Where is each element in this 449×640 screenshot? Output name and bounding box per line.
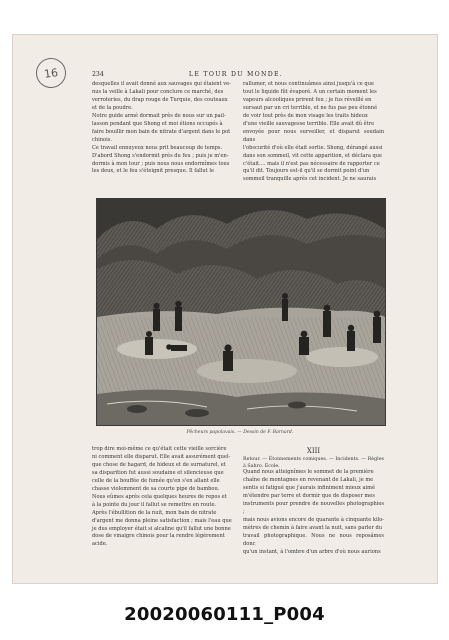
text-line: c'était.... mais il n'est pas nécessaire de rapporter ce xyxy=(243,160,380,167)
text-line: Notre guide armé dormait près de nous sur un pail- xyxy=(92,112,226,119)
chapter-summary: Retour. — Étonnements comiques. — Incidents. — Règles à Sahro. École. xyxy=(243,457,384,469)
text-line: celle de la bouffée de fumée qu'en s'en allant elle xyxy=(92,477,220,484)
text-line: de voir tout près de mon visage les traits hideux xyxy=(243,112,368,119)
text-column-3 xyxy=(92,446,232,549)
text-line: sursaut par un cri terrible, et ne fus pas peu étonné xyxy=(243,104,378,111)
text-line: mètres de chemin à faire avant la nuit, sans parler du xyxy=(243,524,383,531)
text-line: d'une vieille sauvagesse terrible. Elle avait dû être xyxy=(243,120,375,127)
text-line: envoyée pour nous surveiller, et disparut soudain dans xyxy=(243,128,384,143)
text-line: trop dire moi-même ce qu'était cette vieille sorcière xyxy=(92,446,227,452)
text-column-2 xyxy=(243,81,384,184)
text-column-1 xyxy=(92,81,232,176)
text-line: que chose de hagard, de hideux et de surnaturel, et xyxy=(92,461,226,468)
text-line: m'étendre par terre et dormir que de disposer mes xyxy=(243,492,375,499)
text-line: desquelles il avait donné aux sauvages qui étaient ve- xyxy=(92,81,231,87)
text-line: Quand nous atteignîmes le sommet de la première xyxy=(243,469,374,475)
text-line: et de la poudre. xyxy=(92,104,133,111)
illustration-caption: Pêcheurs papolavais. — Dessin de F. Barnard. xyxy=(186,430,294,435)
text-line: instruments pour prendre de nouvelles photographies ; xyxy=(243,500,384,515)
engraving-picture xyxy=(97,199,385,425)
running-title: LE TOUR DU MONDE. xyxy=(188,71,284,78)
text-line: rallumer, et nous continuâmes ainsi jusqu'à ce que xyxy=(243,81,374,87)
text-line: sentis si fatigué que j'aurais infiniment mieux aimé xyxy=(243,484,376,491)
text-line: ni comment elle disparut. Elle avait assurément quel- xyxy=(92,453,231,460)
text-line: faire bouillir mon bain de nitrate d'argent dans le pot xyxy=(92,128,231,135)
text-line: Après l'ébullition de la nuit, mon bain de nitrate xyxy=(92,509,217,516)
engraving-illustration xyxy=(96,198,386,426)
text-line: chinois. xyxy=(92,136,112,143)
text-column-4 xyxy=(243,469,384,556)
text-line: l'obscurité d'où elle était sortie. Shong, dérangé aussi xyxy=(243,144,383,151)
text-line: je dus employer était si alcaline qu'il fallut une bonne xyxy=(92,525,231,532)
text-line: Ce travail ennuyeux nous prit beaucoup de temps. xyxy=(92,144,223,151)
text-line: tout le liquide fût évaporé. A un certain moment les xyxy=(243,88,377,95)
text-line: chaîne de montagnes en revenant de Lakali, je me xyxy=(243,476,374,483)
text-line: Nous eûmes après cela quelques heures de repos et xyxy=(92,493,227,500)
text-line: les deux, et le feu s'éteignit presque. Il fallut le xyxy=(92,168,214,175)
page-number: 234 xyxy=(92,71,104,78)
text-line: nus la veille à Lakali pour conclure ce marché, des xyxy=(92,88,224,95)
text-line: qu'il dit. Toujours est-il qu'il se dormit point d'un xyxy=(243,168,370,175)
text-line: dormis à mon tour ; puis nous nous endormîmes tous xyxy=(92,160,230,167)
chapter-heading: XIII xyxy=(306,447,321,455)
text-line: dans son sommeil, vit cette apparition, et déclara que xyxy=(243,152,383,159)
text-line: verroteries, du drap rouge de Turquie, des couteaux xyxy=(92,96,228,103)
text-line: sa disparition fut aussi soudaine et silencieuse que xyxy=(92,469,224,476)
text-line: lasson pendant que Shong et moi étions occupés à xyxy=(92,120,223,127)
text-line: à la pointe du jour il fallut se remettre en route. xyxy=(92,501,217,508)
text-line: D'abord Shong s'endormit près du feu ; puis je m'en- xyxy=(92,152,229,159)
pencil-annotation: 16 xyxy=(34,56,68,90)
text-line: travail photographique. Nous ne nous reposâmes donc xyxy=(243,532,384,547)
text-line: acide. xyxy=(92,541,108,548)
text-line: chasse violemment de sa courte pipe de bambou. xyxy=(92,485,220,492)
text-line: dose de vinaigre chinois pour la rendre légèrement xyxy=(92,533,225,540)
text-line: vapeurs alcooliques prirent feu ; je fus réveillé en xyxy=(243,96,372,103)
text-line: sommeil tranquille après cet incident. Je ne saurais xyxy=(243,176,377,183)
archive-identifier: 20020060111_P004 xyxy=(124,604,325,625)
text-line: qu'un instant, à l'ombre d'un arbre d'où nous aurions xyxy=(243,548,381,555)
text-line: d'argent me donna pleine satisfaction ; mais l'eau que xyxy=(92,517,232,524)
text-line: mais nous avions encore de quarante à cinquante kilo- xyxy=(243,516,384,523)
